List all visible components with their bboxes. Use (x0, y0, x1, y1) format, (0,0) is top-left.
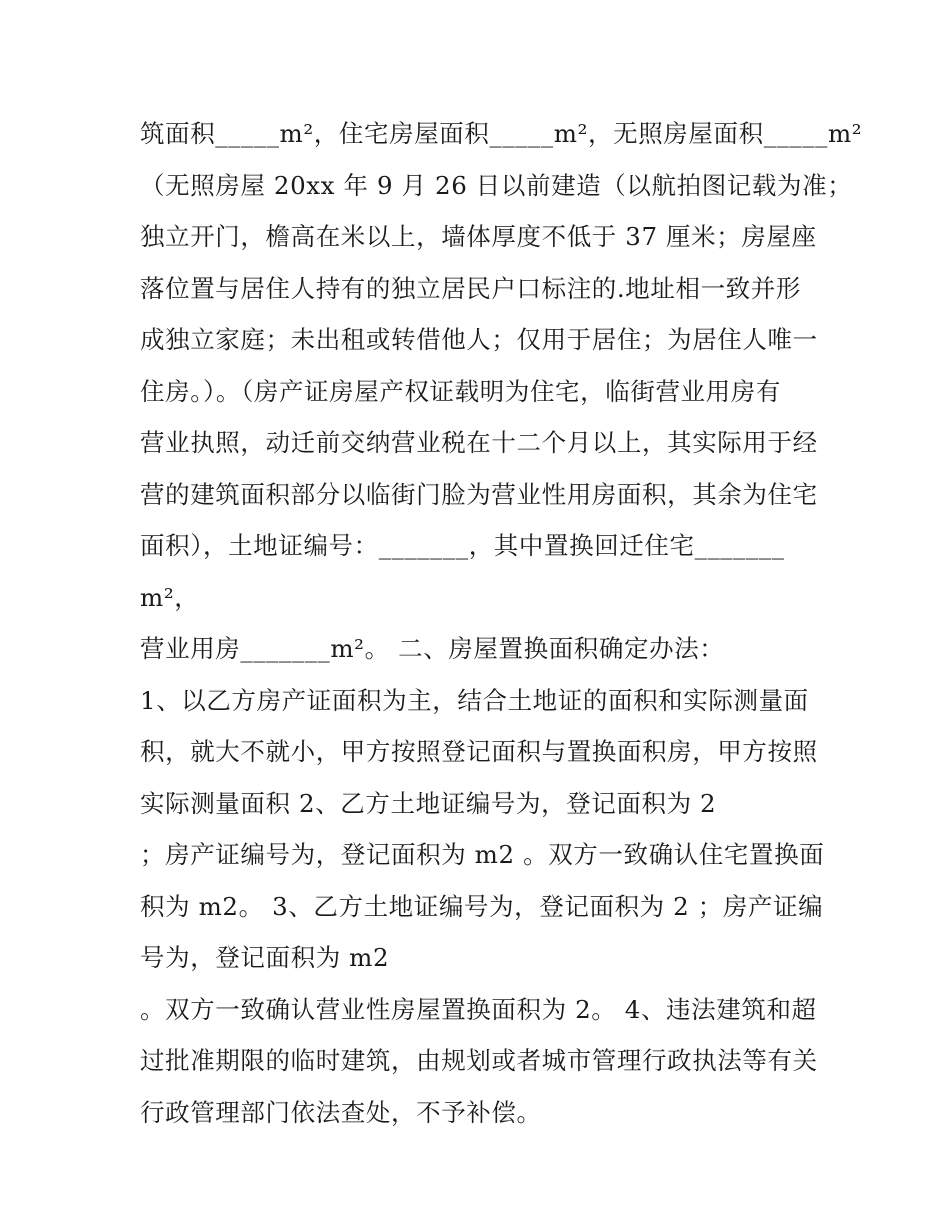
text-line: 。双方一致确认营业性房屋置换面积为 2。 4、违法建筑和超 (140, 994, 817, 1024)
text-line: 实际测量面积 2、乙方土地证编号为，登记面积为 2 (140, 788, 717, 818)
text-line: 独立开门，檐高在米以上，墙体厚度不低于 37 厘米；房屋座 (140, 222, 817, 251)
text-line: 过批准期限的临时建筑，由规划或者城市管理行政执法等有关 (140, 1046, 818, 1075)
text-line: 1、以乙方房产证面积为主，结合土地证的面积和实际测量面 (140, 685, 809, 715)
text-line: 营的建筑面积部分以临街门脸为营业性用房面积，其余为住宅 (140, 479, 818, 509)
text-line: ；房产证编号为，登记面积为 m2 。双方一致确认住宅置换面 (140, 840, 825, 869)
text-line: 积，就大不就小，甲方按照登记面积与置换面积房，甲方按照 (140, 737, 818, 766)
text-line: 积为 m2。 3、乙方土地证编号为，登记面积为 2 ；房产证编 (140, 891, 824, 921)
text-line: 面积），土地证编号：_______，其中置换回迁住宅_______ (140, 531, 785, 560)
text-line: （无照房屋 20xx 年 9 月 26 日以前建造（以航拍图记载为准； (140, 170, 853, 200)
text-line: 住房。）。（房产证房屋产权证载明为住宅，临街营业用房有 (140, 376, 781, 406)
text-line: 营业用房_______m²。 二、房屋置换面积确定办法： (140, 634, 725, 663)
text-line: m²， (140, 582, 200, 612)
document-body (140, 108, 863, 1138)
text-line: 行政管理部门依法查处，不予补偿。 (140, 1097, 542, 1127)
text-line: 号为，登记面积为 m2 (140, 943, 390, 972)
text-line: 成独立家庭；未出租或转借他人；仅用于居住；为居住人唯一 (140, 325, 818, 354)
text-line: 落位置与居住人持有的独立居民户口标注的.地址相一致并形 (140, 273, 801, 303)
text-line: 筑面积_____m²，住宅房屋面积_____m²，无照房屋面积_____m² (140, 119, 863, 148)
text-line: 营业执照，动迁前交纳营业税在十二个月以上，其实际用于经 (140, 428, 818, 457)
